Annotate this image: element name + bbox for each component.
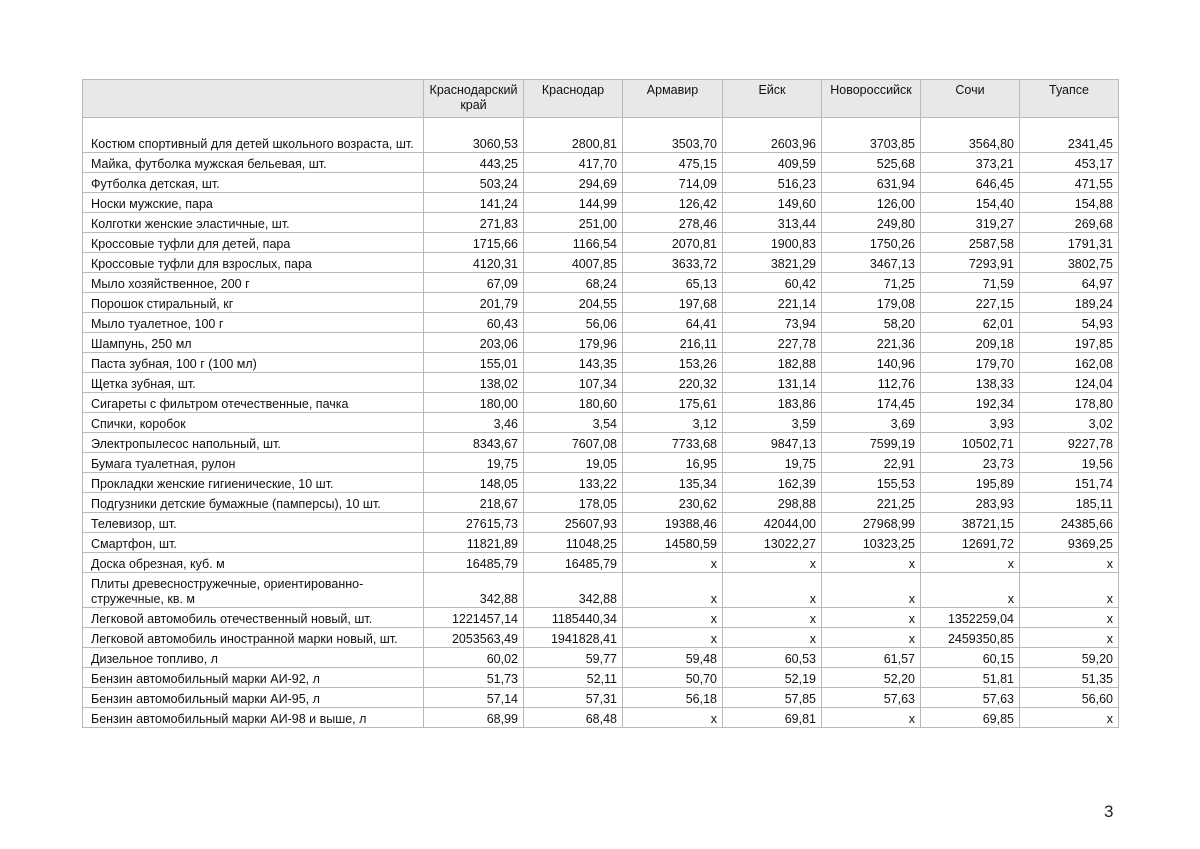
table-cell: 471,55 [1020, 173, 1119, 193]
table-cell: 3,69 [822, 413, 921, 433]
table-cell: 19388,46 [623, 513, 723, 533]
table-cell: 151,74 [1020, 473, 1119, 493]
table-cell: 51,35 [1020, 668, 1119, 688]
table-cell: x [822, 628, 921, 648]
column-header: Краснодар [524, 80, 623, 118]
table-row [83, 688, 1119, 708]
table-cell: 50,70 [623, 668, 723, 688]
table-cell: 221,14 [723, 293, 822, 313]
row-label: Бензин автомобильный марки АИ-98 и выше, л [83, 708, 424, 728]
table-cell: 65,13 [623, 273, 723, 293]
table-cell: 23,73 [921, 453, 1020, 473]
table-row [83, 333, 1119, 353]
table-cell: 230,62 [623, 493, 723, 513]
table-cell: 283,93 [921, 493, 1020, 513]
table-row [83, 473, 1119, 493]
table-cell: 3633,72 [623, 253, 723, 273]
column-header: Туапсе [1020, 80, 1119, 118]
table-cell: 227,15 [921, 293, 1020, 313]
table-cell: 183,86 [723, 393, 822, 413]
table-cell: 313,44 [723, 213, 822, 233]
table-cell: 3,59 [723, 413, 822, 433]
table-cell: 112,76 [822, 373, 921, 393]
table-cell: 10323,25 [822, 533, 921, 553]
table-cell: 220,32 [623, 373, 723, 393]
column-header: Новороссийск [822, 80, 921, 118]
table-cell: 38721,15 [921, 513, 1020, 533]
table-cell: 60,53 [723, 648, 822, 668]
table-cell: 3,54 [524, 413, 623, 433]
table-cell: 182,88 [723, 353, 822, 373]
table-cell: 64,97 [1020, 273, 1119, 293]
table-cell: 179,70 [921, 353, 1020, 373]
table-cell: 135,34 [623, 473, 723, 493]
table-row [83, 213, 1119, 233]
table-row [83, 648, 1119, 668]
table-cell: 319,27 [921, 213, 1020, 233]
column-header: Ейск [723, 80, 822, 118]
table-row [83, 413, 1119, 433]
table-cell: 516,23 [723, 173, 822, 193]
table-cell: 1791,31 [1020, 233, 1119, 253]
table-row [83, 393, 1119, 413]
table-cell: x [1020, 708, 1119, 728]
table-cell: x [1020, 608, 1119, 628]
table-cell: 57,63 [822, 688, 921, 708]
table-cell: 56,06 [524, 313, 623, 333]
table-cell: 3,02 [1020, 413, 1119, 433]
table-cell: 124,04 [1020, 373, 1119, 393]
table-cell: 27968,99 [822, 513, 921, 533]
table-cell: 155,53 [822, 473, 921, 493]
column-header: Краснодарский край [424, 80, 524, 118]
table-row [83, 608, 1119, 628]
table-cell: 201,79 [424, 293, 524, 313]
table-cell: x [822, 553, 921, 573]
table-cell: 189,24 [1020, 293, 1119, 313]
table-cell: 56,18 [623, 688, 723, 708]
table-cell: 68,24 [524, 273, 623, 293]
row-label: Кроссовые туфли для взрослых, пара [83, 253, 424, 273]
table-cell: 4120,31 [424, 253, 524, 273]
row-label: Щетка зубная, шт. [83, 373, 424, 393]
table-cell: 60,15 [921, 648, 1020, 668]
table-cell: 7599,19 [822, 433, 921, 453]
table-cell: 216,11 [623, 333, 723, 353]
table-cell: 204,55 [524, 293, 623, 313]
table-cell: 178,05 [524, 493, 623, 513]
table-cell: x [921, 553, 1020, 573]
table-cell: 7607,08 [524, 433, 623, 453]
table-cell: 126,42 [623, 193, 723, 213]
table-cell: 25607,93 [524, 513, 623, 533]
table-cell: 179,96 [524, 333, 623, 353]
table-cell: 16485,79 [524, 553, 623, 573]
table-cell: 417,70 [524, 153, 623, 173]
table-cell: 60,02 [424, 648, 524, 668]
row-label: Носки мужские, пара [83, 193, 424, 213]
table-header-row [83, 80, 1119, 118]
table-cell: 11821,89 [424, 533, 524, 553]
table-cell: 3821,29 [723, 253, 822, 273]
table-cell: 180,00 [424, 393, 524, 413]
table-cell: x [1020, 628, 1119, 648]
table-cell: 62,01 [921, 313, 1020, 333]
table-row [83, 153, 1119, 173]
row-label: Спички, коробок [83, 413, 424, 433]
table-cell: 342,88 [524, 573, 623, 608]
table-cell: 525,68 [822, 153, 921, 173]
table-cell: 2603,96 [723, 118, 822, 153]
table-cell: 14580,59 [623, 533, 723, 553]
table-row [83, 193, 1119, 213]
table-cell: 278,46 [623, 213, 723, 233]
table-body [83, 118, 1119, 728]
table-row [83, 173, 1119, 193]
table-cell: 1750,26 [822, 233, 921, 253]
row-label: Смартфон, шт. [83, 533, 424, 553]
table-cell: 57,31 [524, 688, 623, 708]
table-cell: 52,19 [723, 668, 822, 688]
table-cell: 10502,71 [921, 433, 1020, 453]
table-cell: 185,11 [1020, 493, 1119, 513]
table-cell: 294,69 [524, 173, 623, 193]
table-cell: x [921, 573, 1020, 608]
table-cell: 1715,66 [424, 233, 524, 253]
table-cell: 178,80 [1020, 393, 1119, 413]
table-cell: 221,25 [822, 493, 921, 513]
row-label: Паста зубная, 100 г (100 мл) [83, 353, 424, 373]
table-cell: 269,68 [1020, 213, 1119, 233]
table-cell: x [623, 608, 723, 628]
table-row [83, 233, 1119, 253]
table-cell: 52,11 [524, 668, 623, 688]
row-label: Футболка детская, шт. [83, 173, 424, 193]
table-cell: 27615,73 [424, 513, 524, 533]
table-cell: 180,60 [524, 393, 623, 413]
table-cell: 175,61 [623, 393, 723, 413]
table-cell: 1352259,04 [921, 608, 1020, 628]
table-cell: 1166,54 [524, 233, 623, 253]
table-cell: 1185440,34 [524, 608, 623, 628]
table-cell: 131,14 [723, 373, 822, 393]
table-cell: 7293,91 [921, 253, 1020, 273]
table-cell: 42044,00 [723, 513, 822, 533]
table-cell: 249,80 [822, 213, 921, 233]
table-cell: 22,91 [822, 453, 921, 473]
table-cell: x [623, 553, 723, 573]
table-row [83, 513, 1119, 533]
table-cell: 209,18 [921, 333, 1020, 353]
table-cell: x [723, 628, 822, 648]
row-label: Плиты древесностружечные, ориентированно-стружечные, кв. м [83, 573, 424, 608]
table-cell: 2053563,49 [424, 628, 524, 648]
table-cell: 195,89 [921, 473, 1020, 493]
table-cell: 58,20 [822, 313, 921, 333]
table-cell: 148,05 [424, 473, 524, 493]
table-cell: 409,59 [723, 153, 822, 173]
table-cell: 68,99 [424, 708, 524, 728]
table-row [83, 253, 1119, 273]
row-label: Майка, футболка мужская бельевая, шт. [83, 153, 424, 173]
table-cell: 57,85 [723, 688, 822, 708]
table-row [83, 353, 1119, 373]
table-cell: 7733,68 [623, 433, 723, 453]
table-cell: 19,56 [1020, 453, 1119, 473]
row-label: Сигареты с фильтром отечественные, пачка [83, 393, 424, 413]
row-label: Подгузники детские бумажные (памперсы), 10 шт. [83, 493, 424, 513]
table-cell: 475,15 [623, 153, 723, 173]
table-cell: 342,88 [424, 573, 524, 608]
table-cell: 153,26 [623, 353, 723, 373]
table-cell: 2800,81 [524, 118, 623, 153]
table-cell: 155,01 [424, 353, 524, 373]
table-cell: 59,48 [623, 648, 723, 668]
table-cell: x [822, 573, 921, 608]
table-cell: 162,08 [1020, 353, 1119, 373]
table-cell: 19,05 [524, 453, 623, 473]
table-cell: 218,67 [424, 493, 524, 513]
table-cell: x [623, 628, 723, 648]
table-cell: 503,24 [424, 173, 524, 193]
table-cell: 51,73 [424, 668, 524, 688]
table-cell: 9369,25 [1020, 533, 1119, 553]
table-cell: 59,20 [1020, 648, 1119, 668]
table-cell: 143,35 [524, 353, 623, 373]
table-cell: 69,81 [723, 708, 822, 728]
page-number: 3 [1104, 802, 1114, 821]
row-label: Бензин автомобильный марки АИ-92, л [83, 668, 424, 688]
table-cell: 67,09 [424, 273, 524, 293]
table-cell: 4007,85 [524, 253, 623, 273]
table-cell: 126,00 [822, 193, 921, 213]
table-cell: 51,81 [921, 668, 1020, 688]
table-cell: 2459350,85 [921, 628, 1020, 648]
table-cell: 221,36 [822, 333, 921, 353]
table-cell: 54,93 [1020, 313, 1119, 333]
table-row [83, 708, 1119, 728]
table-row [83, 433, 1119, 453]
table-cell: 9847,13 [723, 433, 822, 453]
table-cell: 11048,25 [524, 533, 623, 553]
table-cell: 1221457,14 [424, 608, 524, 628]
table-cell: 197,68 [623, 293, 723, 313]
table-row [83, 118, 1119, 153]
table-cell: 141,24 [424, 193, 524, 213]
table-cell: 3703,85 [822, 118, 921, 153]
row-label: Электропылесос напольный, шт. [83, 433, 424, 453]
table-cell: x [723, 573, 822, 608]
table-cell: 149,60 [723, 193, 822, 213]
table-cell: 3802,75 [1020, 253, 1119, 273]
table-cell: 3,12 [623, 413, 723, 433]
table-cell: x [723, 608, 822, 628]
table-cell: 3060,53 [424, 118, 524, 153]
table-cell: 154,40 [921, 193, 1020, 213]
table-cell: 8343,67 [424, 433, 524, 453]
table-cell: 251,00 [524, 213, 623, 233]
row-label: Костюм спортивный для детей школьного возраста, шт. [83, 118, 424, 153]
table-cell: x [1020, 553, 1119, 573]
table-cell: 144,99 [524, 193, 623, 213]
table-cell: 57,14 [424, 688, 524, 708]
table-row [83, 453, 1119, 473]
table-cell: 373,21 [921, 153, 1020, 173]
table-cell: 52,20 [822, 668, 921, 688]
table-row [83, 668, 1119, 688]
row-label: Шампунь, 250 мл [83, 333, 424, 353]
table-cell: 203,06 [424, 333, 524, 353]
table-cell: 56,60 [1020, 688, 1119, 708]
row-label: Легковой автомобиль иностранной марки новый, шт. [83, 628, 424, 648]
row-label: Дизельное топливо, л [83, 648, 424, 668]
table-cell: 59,77 [524, 648, 623, 668]
table-cell: x [822, 608, 921, 628]
table-cell: 1941828,41 [524, 628, 623, 648]
table-cell: 138,33 [921, 373, 1020, 393]
table-cell: 3,46 [424, 413, 524, 433]
table-cell: 19,75 [424, 453, 524, 473]
table-cell: 646,45 [921, 173, 1020, 193]
table-cell: 16,95 [623, 453, 723, 473]
row-label: Прокладки женские гигиенические, 10 шт. [83, 473, 424, 493]
table-cell: 60,43 [424, 313, 524, 333]
table-cell: 714,09 [623, 173, 723, 193]
table-cell: 60,42 [723, 273, 822, 293]
table-cell: 179,08 [822, 293, 921, 313]
table-cell: 61,57 [822, 648, 921, 668]
table-cell: x [1020, 573, 1119, 608]
row-label: Колготки женские эластичные, шт. [83, 213, 424, 233]
table-cell: 3,93 [921, 413, 1020, 433]
table-cell: 64,41 [623, 313, 723, 333]
table-cell: 2070,81 [623, 233, 723, 253]
table-cell: 3564,80 [921, 118, 1020, 153]
table-cell: 24385,66 [1020, 513, 1119, 533]
table-cell: 154,88 [1020, 193, 1119, 213]
table-cell: 71,25 [822, 273, 921, 293]
table-cell: 107,34 [524, 373, 623, 393]
table-cell: 19,75 [723, 453, 822, 473]
table-cell: x [623, 708, 723, 728]
column-header: Сочи [921, 80, 1020, 118]
table-cell: 3467,13 [822, 253, 921, 273]
row-label: Телевизор, шт. [83, 513, 424, 533]
table-cell: 57,63 [921, 688, 1020, 708]
table-cell: x [723, 553, 822, 573]
table-cell: 9227,78 [1020, 433, 1119, 453]
table-row [83, 533, 1119, 553]
column-header: Армавир [623, 80, 723, 118]
table-cell: 71,59 [921, 273, 1020, 293]
table-row [83, 373, 1119, 393]
table-row [83, 493, 1119, 513]
table-cell: 12691,72 [921, 533, 1020, 553]
header-corner-cell [83, 80, 424, 118]
table-cell: 138,02 [424, 373, 524, 393]
row-label: Кроссовые туфли для детей, пара [83, 233, 424, 253]
table-cell: 73,94 [723, 313, 822, 333]
table-row [83, 628, 1119, 648]
table-cell: 69,85 [921, 708, 1020, 728]
table-cell: 13022,27 [723, 533, 822, 553]
table-cell: 2341,45 [1020, 118, 1119, 153]
price-table [82, 79, 1119, 728]
table-row [83, 293, 1119, 313]
table-cell: 271,83 [424, 213, 524, 233]
table-row [83, 573, 1119, 608]
table-cell: 162,39 [723, 473, 822, 493]
row-label: Порошок стиральный, кг [83, 293, 424, 313]
row-label: Легковой автомобиль отечественный новый, шт. [83, 608, 424, 628]
row-label: Бензин автомобильный марки АИ-95, л [83, 688, 424, 708]
table-cell: 453,17 [1020, 153, 1119, 173]
table-cell: 631,94 [822, 173, 921, 193]
table-cell: x [623, 573, 723, 608]
table-cell: 16485,79 [424, 553, 524, 573]
table-cell: 2587,58 [921, 233, 1020, 253]
table-row [83, 553, 1119, 573]
row-label: Мыло туалетное, 100 г [83, 313, 424, 333]
row-label: Мыло хозяйственное, 200 г [83, 273, 424, 293]
table-cell: 227,78 [723, 333, 822, 353]
table-cell: 192,34 [921, 393, 1020, 413]
table-cell: 197,85 [1020, 333, 1119, 353]
table-cell: 298,88 [723, 493, 822, 513]
table-row [83, 313, 1119, 333]
table-cell: 140,96 [822, 353, 921, 373]
table-cell: 174,45 [822, 393, 921, 413]
table-cell: 1900,83 [723, 233, 822, 253]
table-cell: x [822, 708, 921, 728]
row-label: Доска обрезная, куб. м [83, 553, 424, 573]
table-cell: 68,48 [524, 708, 623, 728]
table-cell: 3503,70 [623, 118, 723, 153]
row-label: Бумага туалетная, рулон [83, 453, 424, 473]
table-cell: 443,25 [424, 153, 524, 173]
table-row [83, 273, 1119, 293]
table-cell: 133,22 [524, 473, 623, 493]
